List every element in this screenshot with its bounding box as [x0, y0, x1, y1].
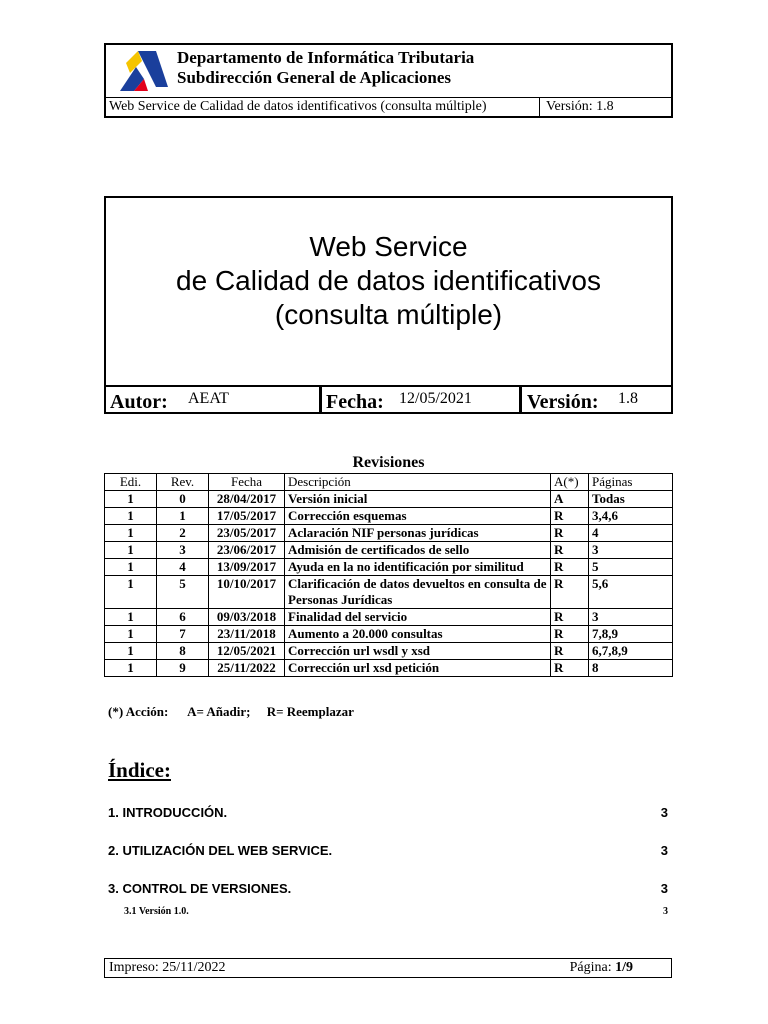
cell-fecha: 09/03/2018 [209, 609, 285, 626]
footer-page-label: Página: [569, 960, 612, 975]
date-value: 12/05/2021 [399, 390, 472, 407]
cell-paginas: 5,6 [589, 576, 673, 609]
cell-rev: 2 [157, 525, 209, 542]
version-value: 1.8 [618, 390, 638, 407]
title-line-2: de Calidad de datos identificativos [176, 265, 601, 296]
footer-printed: Impreso: 25/11/2022 [109, 960, 226, 975]
cell-edi: 1 [105, 626, 157, 643]
cell-rev: 7 [157, 626, 209, 643]
col-header-paginas: Páginas [589, 474, 673, 491]
index-item-label: 3. CONTROL DE VERSIONES. [108, 881, 292, 896]
meta-divider [319, 387, 322, 412]
title-line-3: (consulta múltiple) [274, 299, 503, 330]
cell-descripcion: Ayuda en la no identificación por similitud [285, 559, 551, 576]
revision-row [105, 542, 673, 559]
header-top [106, 45, 671, 97]
revision-row [105, 491, 673, 508]
cell-paginas: 3 [589, 609, 673, 626]
revision-row [105, 576, 673, 609]
header-divider [539, 98, 540, 117]
col-header-rev: Rev. [157, 474, 209, 491]
cell-fecha: 17/05/2017 [209, 508, 285, 525]
col-header-accion: A(*) [551, 474, 589, 491]
footer-page [570, 960, 633, 976]
cell-accion: R [551, 559, 589, 576]
cell-edi: 1 [105, 525, 157, 542]
cell-edi: 1 [105, 643, 157, 660]
cell-fecha: 23/05/2017 [209, 525, 285, 542]
revision-row [105, 508, 673, 525]
cell-descripcion: Versión inicial [285, 491, 551, 508]
cell-rev: 8 [157, 643, 209, 660]
cell-descripcion: Aclaración NIF personas jurídicas [285, 525, 551, 542]
index-item-label: 1. INTRODUCCIÓN. [108, 805, 228, 820]
header-bottom-row [106, 97, 671, 117]
page-footer [104, 958, 672, 978]
header-version: Versión: 1.8 [546, 99, 614, 114]
cell-fecha: 10/10/2017 [209, 576, 285, 609]
cell-rev: 1 [157, 508, 209, 525]
cell-accion: R [551, 660, 589, 677]
header-subtitle: Web Service de Calidad de datos identificativos (consulta múltiple) [109, 99, 487, 114]
cell-rev: 6 [157, 609, 209, 626]
author-label: Autor: [110, 391, 168, 413]
cell-descripcion: Corrección url xsd petición [285, 660, 551, 677]
header-department: Departamento de Informática Tributaria [177, 48, 475, 67]
cell-paginas: 5 [589, 559, 673, 576]
cell-paginas: 3,4,6 [589, 508, 673, 525]
header-subdirection: Subdirección General de Aplicaciones [177, 68, 452, 87]
author-value: AEAT [188, 390, 229, 407]
cell-paginas: 7,8,9 [589, 626, 673, 643]
cell-accion: A [551, 491, 589, 508]
cell-fecha: 23/11/2018 [209, 626, 285, 643]
aeat-logo-icon [114, 49, 172, 93]
cell-edi: 1 [105, 508, 157, 525]
index-item-label: 2. UTILIZACIÓN DEL WEB SERVICE. [108, 843, 333, 858]
cell-accion: R [551, 609, 589, 626]
cell-rev: 3 [157, 542, 209, 559]
date-label: Fecha: [326, 391, 384, 413]
cell-edi: 1 [105, 576, 157, 609]
cell-accion: R [551, 525, 589, 542]
revision-row [105, 609, 673, 626]
cell-descripcion: Aumento a 20.000 consultas [285, 626, 551, 643]
cell-descripcion: Corrección url wsdl y xsd [285, 643, 551, 660]
revisions-header-row [105, 474, 673, 491]
revision-row [105, 626, 673, 643]
cell-fecha: 13/09/2017 [209, 559, 285, 576]
index-subitem-page: 3 [663, 906, 668, 917]
cell-descripcion: Corrección esquemas [285, 508, 551, 525]
document-header [104, 43, 673, 118]
cell-fecha: 23/06/2017 [209, 542, 285, 559]
index-item[interactable] [108, 805, 668, 820]
revisions-title: Revisiones [352, 454, 425, 471]
cell-fecha: 25/11/2022 [209, 660, 285, 677]
cell-rev: 5 [157, 576, 209, 609]
col-header-descripcion: Descripción [285, 474, 551, 491]
revision-row [105, 559, 673, 576]
index-subitem-label: 3.1 Versión 1.0. [124, 906, 189, 917]
index-item-page: 3 [660, 843, 668, 858]
cell-edi: 1 [105, 609, 157, 626]
cell-rev: 4 [157, 559, 209, 576]
footer-page-number: 1/9 [615, 960, 633, 975]
col-header-fecha: Fecha [209, 474, 285, 491]
revision-row [105, 660, 673, 677]
index-item[interactable] [108, 843, 668, 858]
index-title: Índice: [108, 758, 171, 782]
revision-row [105, 643, 673, 660]
cell-descripcion: Finalidad del servicio [285, 609, 551, 626]
title-meta-row [106, 385, 671, 414]
title-box [104, 196, 673, 414]
cell-paginas: 3 [589, 542, 673, 559]
cell-fecha: 12/05/2021 [209, 643, 285, 660]
revisions-legend: (*) Acción: A= Añadir; R= Reemplazar [108, 704, 354, 719]
document-title [106, 230, 671, 332]
cell-descripcion: Clarificación de datos devueltos en consulta de Personas Jurídicas [285, 576, 551, 609]
cell-accion: R [551, 508, 589, 525]
cell-edi: 1 [105, 660, 157, 677]
title-line-1: Web Service [309, 231, 468, 262]
cell-paginas: 4 [589, 525, 673, 542]
cell-edi: 1 [105, 559, 157, 576]
index-item[interactable] [108, 881, 668, 896]
cell-accion: R [551, 643, 589, 660]
index-subitem[interactable] [124, 906, 668, 917]
version-label: Versión: [527, 391, 599, 413]
cell-edi: 1 [105, 542, 157, 559]
cell-accion: R [551, 576, 589, 609]
cell-accion: R [551, 626, 589, 643]
cell-rev: 9 [157, 660, 209, 677]
cell-paginas: 6,7,8,9 [589, 643, 673, 660]
revisions-table [104, 473, 673, 677]
cell-fecha: 28/04/2017 [209, 491, 285, 508]
cell-rev: 0 [157, 491, 209, 508]
revisions-body [105, 491, 673, 677]
index-item-page: 3 [660, 881, 668, 896]
cell-descripcion: Admisión de certificados de sello [285, 542, 551, 559]
cell-edi: 1 [105, 491, 157, 508]
meta-divider [519, 387, 522, 412]
col-header-edi: Edi. [105, 474, 157, 491]
cell-paginas: 8 [589, 660, 673, 677]
index-item-page: 3 [660, 805, 668, 820]
cell-paginas: Todas [589, 491, 673, 508]
cell-accion: R [551, 542, 589, 559]
revision-row [105, 525, 673, 542]
